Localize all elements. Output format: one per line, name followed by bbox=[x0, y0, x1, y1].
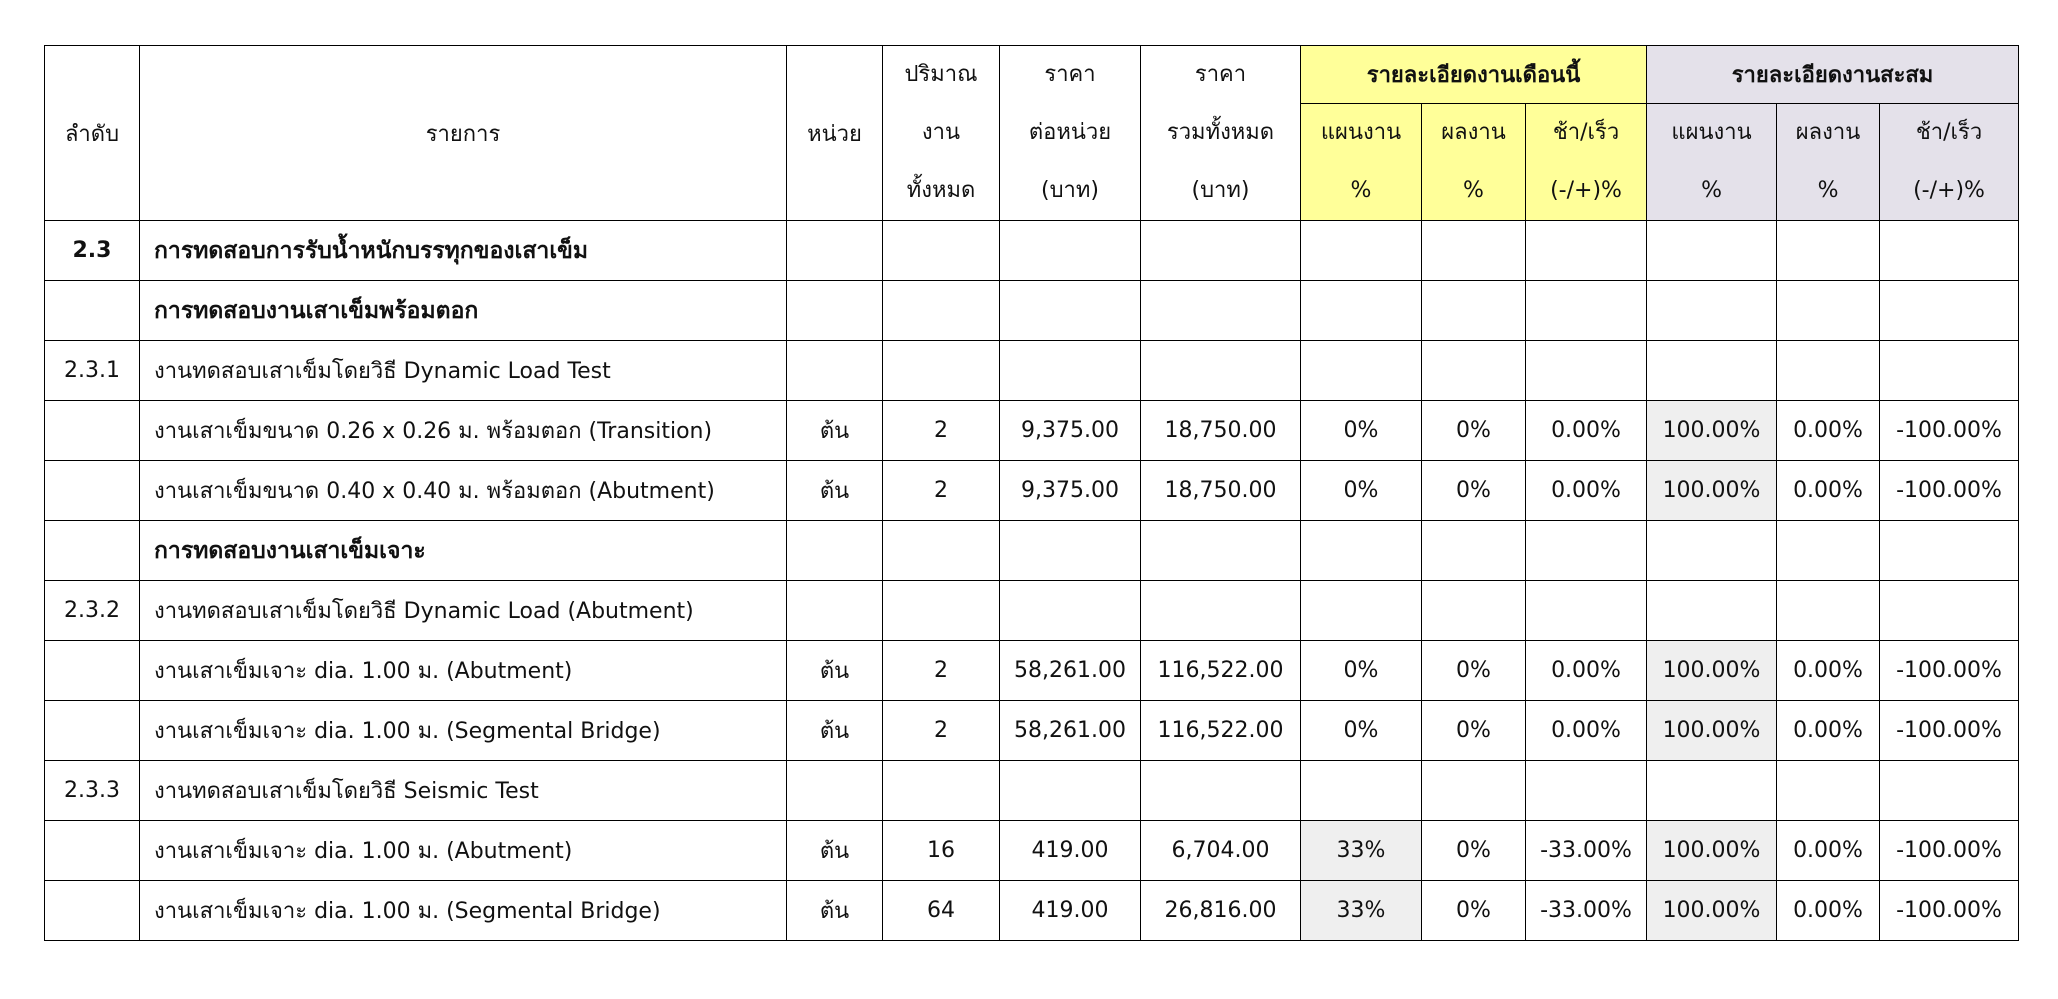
month-diff-cell bbox=[1526, 341, 1647, 401]
table-row bbox=[45, 461, 2019, 521]
month-diff-cell bbox=[1526, 521, 1647, 581]
header-item: รายการ bbox=[140, 46, 787, 221]
month-diff-cell: 0.00% bbox=[1526, 641, 1647, 701]
seq-cell bbox=[45, 641, 140, 701]
cum-result-cell bbox=[1777, 221, 1880, 281]
cum-diff-cell: -100.00% bbox=[1880, 641, 2019, 701]
month-result-cell bbox=[1422, 761, 1526, 821]
cum-plan-cell: 100.00% bbox=[1647, 401, 1777, 461]
table-header bbox=[45, 46, 2019, 221]
cum-diff-cell: -100.00% bbox=[1880, 881, 2019, 941]
total-price-cell bbox=[1141, 341, 1301, 401]
month-plan-cell: 0% bbox=[1301, 461, 1422, 521]
header-month-diff: ช้า/เร็ว (-/+)% bbox=[1526, 104, 1647, 221]
seq-cell bbox=[45, 521, 140, 581]
month-diff-cell bbox=[1526, 221, 1647, 281]
cum-result-cell: 0.00% bbox=[1777, 701, 1880, 761]
table-row bbox=[45, 881, 2019, 941]
quantity-cell bbox=[883, 761, 1000, 821]
header-cum-diff: ช้า/เร็ว (-/+)% bbox=[1880, 104, 2019, 221]
cum-diff-cell: -100.00% bbox=[1880, 401, 2019, 461]
quantity-cell bbox=[883, 521, 1000, 581]
unit-price-cell: 58,261.00 bbox=[1000, 641, 1141, 701]
month-result-cell: 0% bbox=[1422, 821, 1526, 881]
seq-cell bbox=[45, 821, 140, 881]
unit-price-cell bbox=[1000, 221, 1141, 281]
header-cum-plan: แผนงาน % bbox=[1647, 104, 1777, 221]
total-price-cell: 26,816.00 bbox=[1141, 881, 1301, 941]
cum-plan-cell: 100.00% bbox=[1647, 821, 1777, 881]
total-price-cell: 116,522.00 bbox=[1141, 641, 1301, 701]
seq-cell: 2.3.1 bbox=[45, 341, 140, 401]
cum-result-cell bbox=[1777, 281, 1880, 341]
quantity-cell: 64 bbox=[883, 881, 1000, 941]
cum-result-cell: 0.00% bbox=[1777, 881, 1880, 941]
month-result-cell bbox=[1422, 581, 1526, 641]
unit-cell bbox=[787, 581, 883, 641]
item-description: การทดสอบการรับน้ำหนักบรรทุกของเสาเข็ม bbox=[140, 221, 787, 281]
seq-cell: 2.3 bbox=[45, 221, 140, 281]
month-diff-cell bbox=[1526, 761, 1647, 821]
month-result-cell bbox=[1422, 281, 1526, 341]
progress-table-sheet bbox=[44, 45, 2018, 941]
quantity-cell: 2 bbox=[883, 401, 1000, 461]
table-row bbox=[45, 641, 2019, 701]
cum-plan-cell bbox=[1647, 221, 1777, 281]
cum-result-cell bbox=[1777, 521, 1880, 581]
header-unit: หน่วย bbox=[787, 46, 883, 221]
item-description: การทดสอบงานเสาเข็มพร้อมตอก bbox=[140, 281, 787, 341]
unit-price-cell: 9,375.00 bbox=[1000, 401, 1141, 461]
total-price-cell bbox=[1141, 221, 1301, 281]
month-plan-cell bbox=[1301, 581, 1422, 641]
month-plan-cell bbox=[1301, 521, 1422, 581]
month-plan-cell bbox=[1301, 281, 1422, 341]
cum-result-cell: 0.00% bbox=[1777, 401, 1880, 461]
month-result-cell bbox=[1422, 521, 1526, 581]
table-row bbox=[45, 341, 2019, 401]
total-price-cell: 18,750.00 bbox=[1141, 461, 1301, 521]
total-price-cell: 116,522.00 bbox=[1141, 701, 1301, 761]
unit-price-cell: 419.00 bbox=[1000, 821, 1141, 881]
cum-plan-cell bbox=[1647, 341, 1777, 401]
cum-plan-cell: 100.00% bbox=[1647, 461, 1777, 521]
month-diff-cell: 0.00% bbox=[1526, 461, 1647, 521]
header-seq: ลำดับ bbox=[45, 46, 140, 221]
cum-result-cell: 0.00% bbox=[1777, 461, 1880, 521]
unit-price-cell: 9,375.00 bbox=[1000, 461, 1141, 521]
cum-plan-cell bbox=[1647, 521, 1777, 581]
seq-cell bbox=[45, 461, 140, 521]
table-row bbox=[45, 401, 2019, 461]
seq-cell: 2.3.2 bbox=[45, 581, 140, 641]
total-price-cell bbox=[1141, 581, 1301, 641]
month-diff-cell: 0.00% bbox=[1526, 701, 1647, 761]
month-diff-cell: 0.00% bbox=[1526, 401, 1647, 461]
unit-cell bbox=[787, 761, 883, 821]
quantity-cell: 2 bbox=[883, 641, 1000, 701]
total-price-cell bbox=[1141, 521, 1301, 581]
unit-price-cell bbox=[1000, 761, 1141, 821]
item-description: การทดสอบงานเสาเข็มเจาะ bbox=[140, 521, 787, 581]
unit-cell: ต้น bbox=[787, 641, 883, 701]
total-price-cell: 18,750.00 bbox=[1141, 401, 1301, 461]
cum-plan-cell bbox=[1647, 581, 1777, 641]
month-plan-cell: 0% bbox=[1301, 641, 1422, 701]
month-result-cell: 0% bbox=[1422, 461, 1526, 521]
cum-diff-cell bbox=[1880, 761, 2019, 821]
total-price-cell: 6,704.00 bbox=[1141, 821, 1301, 881]
unit-cell: ต้น bbox=[787, 821, 883, 881]
seq-cell bbox=[45, 281, 140, 341]
unit-price-cell bbox=[1000, 521, 1141, 581]
unit-cell bbox=[787, 521, 883, 581]
cum-diff-cell: -100.00% bbox=[1880, 821, 2019, 881]
month-result-cell bbox=[1422, 341, 1526, 401]
progress-table bbox=[44, 45, 2019, 941]
cum-diff-cell bbox=[1880, 521, 2019, 581]
month-result-cell: 0% bbox=[1422, 881, 1526, 941]
header-total-price: ราคา รวมทั้งหมด (บาท) bbox=[1141, 46, 1301, 221]
unit-cell: ต้น bbox=[787, 881, 883, 941]
month-diff-cell: -33.00% bbox=[1526, 821, 1647, 881]
unit-cell: ต้น bbox=[787, 701, 883, 761]
seq-cell bbox=[45, 881, 140, 941]
item-description: งานเสาเข็มเจาะ dia. 1.00 ม. (Abutment) bbox=[140, 821, 787, 881]
cum-result-cell: 0.00% bbox=[1777, 821, 1880, 881]
item-description: งานทดสอบเสาเข็มโดยวิธี Dynamic Load (Abutment) bbox=[140, 581, 787, 641]
month-plan-cell: 33% bbox=[1301, 821, 1422, 881]
month-result-cell bbox=[1422, 221, 1526, 281]
header-cumulative-group: รายละเอียดงานสะสม bbox=[1647, 46, 2019, 104]
header-month-result: ผลงาน % bbox=[1422, 104, 1526, 221]
quantity-cell: 2 bbox=[883, 461, 1000, 521]
cum-diff-cell bbox=[1880, 581, 2019, 641]
cum-plan-cell bbox=[1647, 761, 1777, 821]
unit-price-cell bbox=[1000, 341, 1141, 401]
unit-price-cell: 58,261.00 bbox=[1000, 701, 1141, 761]
table-row bbox=[45, 761, 2019, 821]
unit-price-cell bbox=[1000, 281, 1141, 341]
table-row bbox=[45, 701, 2019, 761]
cum-diff-cell bbox=[1880, 281, 2019, 341]
cum-diff-cell bbox=[1880, 341, 2019, 401]
unit-price-cell bbox=[1000, 581, 1141, 641]
cum-plan-cell bbox=[1647, 281, 1777, 341]
header-cum-result: ผลงาน % bbox=[1777, 104, 1880, 221]
cum-result-cell bbox=[1777, 761, 1880, 821]
quantity-cell bbox=[883, 341, 1000, 401]
month-plan-cell: 0% bbox=[1301, 401, 1422, 461]
month-plan-cell bbox=[1301, 221, 1422, 281]
quantity-cell bbox=[883, 221, 1000, 281]
cum-diff-cell: -100.00% bbox=[1880, 701, 2019, 761]
item-description: งานเสาเข็มเจาะ dia. 1.00 ม. (Abutment) bbox=[140, 641, 787, 701]
header-qty: ปริมาณ งาน ทั้งหมด bbox=[883, 46, 1000, 221]
month-result-cell: 0% bbox=[1422, 701, 1526, 761]
item-description: งานเสาเข็มเจาะ dia. 1.00 ม. (Segmental Bridge) bbox=[140, 701, 787, 761]
month-diff-cell: -33.00% bbox=[1526, 881, 1647, 941]
table-row bbox=[45, 821, 2019, 881]
cum-diff-cell: -100.00% bbox=[1880, 461, 2019, 521]
table-row bbox=[45, 281, 2019, 341]
total-price-cell bbox=[1141, 761, 1301, 821]
header-unit-price: ราคา ต่อหน่วย (บาท) bbox=[1000, 46, 1141, 221]
month-diff-cell bbox=[1526, 281, 1647, 341]
item-description: งานเสาเข็มขนาด 0.40 x 0.40 ม. พร้อมตอก (Abutment) bbox=[140, 461, 787, 521]
item-description: งานทดสอบเสาเข็มโดยวิธี Dynamic Load Test bbox=[140, 341, 787, 401]
item-description: งานทดสอบเสาเข็มโดยวิธี Seismic Test bbox=[140, 761, 787, 821]
unit-cell bbox=[787, 281, 883, 341]
cum-result-cell: 0.00% bbox=[1777, 641, 1880, 701]
unit-cell bbox=[787, 341, 883, 401]
item-description: งานเสาเข็มขนาด 0.26 x 0.26 ม. พร้อมตอก (Transition) bbox=[140, 401, 787, 461]
month-plan-cell: 33% bbox=[1301, 881, 1422, 941]
quantity-cell bbox=[883, 581, 1000, 641]
quantity-cell: 2 bbox=[883, 701, 1000, 761]
header-month-group: รายละเอียดงานเดือนนี้ bbox=[1301, 46, 1647, 104]
unit-cell bbox=[787, 221, 883, 281]
table-row bbox=[45, 221, 2019, 281]
seq-cell bbox=[45, 701, 140, 761]
cum-result-cell bbox=[1777, 341, 1880, 401]
cum-diff-cell bbox=[1880, 221, 2019, 281]
cum-plan-cell: 100.00% bbox=[1647, 881, 1777, 941]
month-result-cell: 0% bbox=[1422, 641, 1526, 701]
header-month-plan: แผนงาน % bbox=[1301, 104, 1422, 221]
table-row bbox=[45, 521, 2019, 581]
month-plan-cell bbox=[1301, 761, 1422, 821]
cum-plan-cell: 100.00% bbox=[1647, 641, 1777, 701]
unit-cell: ต้น bbox=[787, 401, 883, 461]
cum-plan-cell: 100.00% bbox=[1647, 701, 1777, 761]
table-body bbox=[45, 221, 2019, 941]
month-diff-cell bbox=[1526, 581, 1647, 641]
quantity-cell: 16 bbox=[883, 821, 1000, 881]
month-plan-cell bbox=[1301, 341, 1422, 401]
unit-cell: ต้น bbox=[787, 461, 883, 521]
unit-price-cell: 419.00 bbox=[1000, 881, 1141, 941]
table-row bbox=[45, 581, 2019, 641]
quantity-cell bbox=[883, 281, 1000, 341]
month-result-cell: 0% bbox=[1422, 401, 1526, 461]
seq-cell: 2.3.3 bbox=[45, 761, 140, 821]
seq-cell bbox=[45, 401, 140, 461]
item-description: งานเสาเข็มเจาะ dia. 1.00 ม. (Segmental Bridge) bbox=[140, 881, 787, 941]
cum-result-cell bbox=[1777, 581, 1880, 641]
month-plan-cell: 0% bbox=[1301, 701, 1422, 761]
total-price-cell bbox=[1141, 281, 1301, 341]
